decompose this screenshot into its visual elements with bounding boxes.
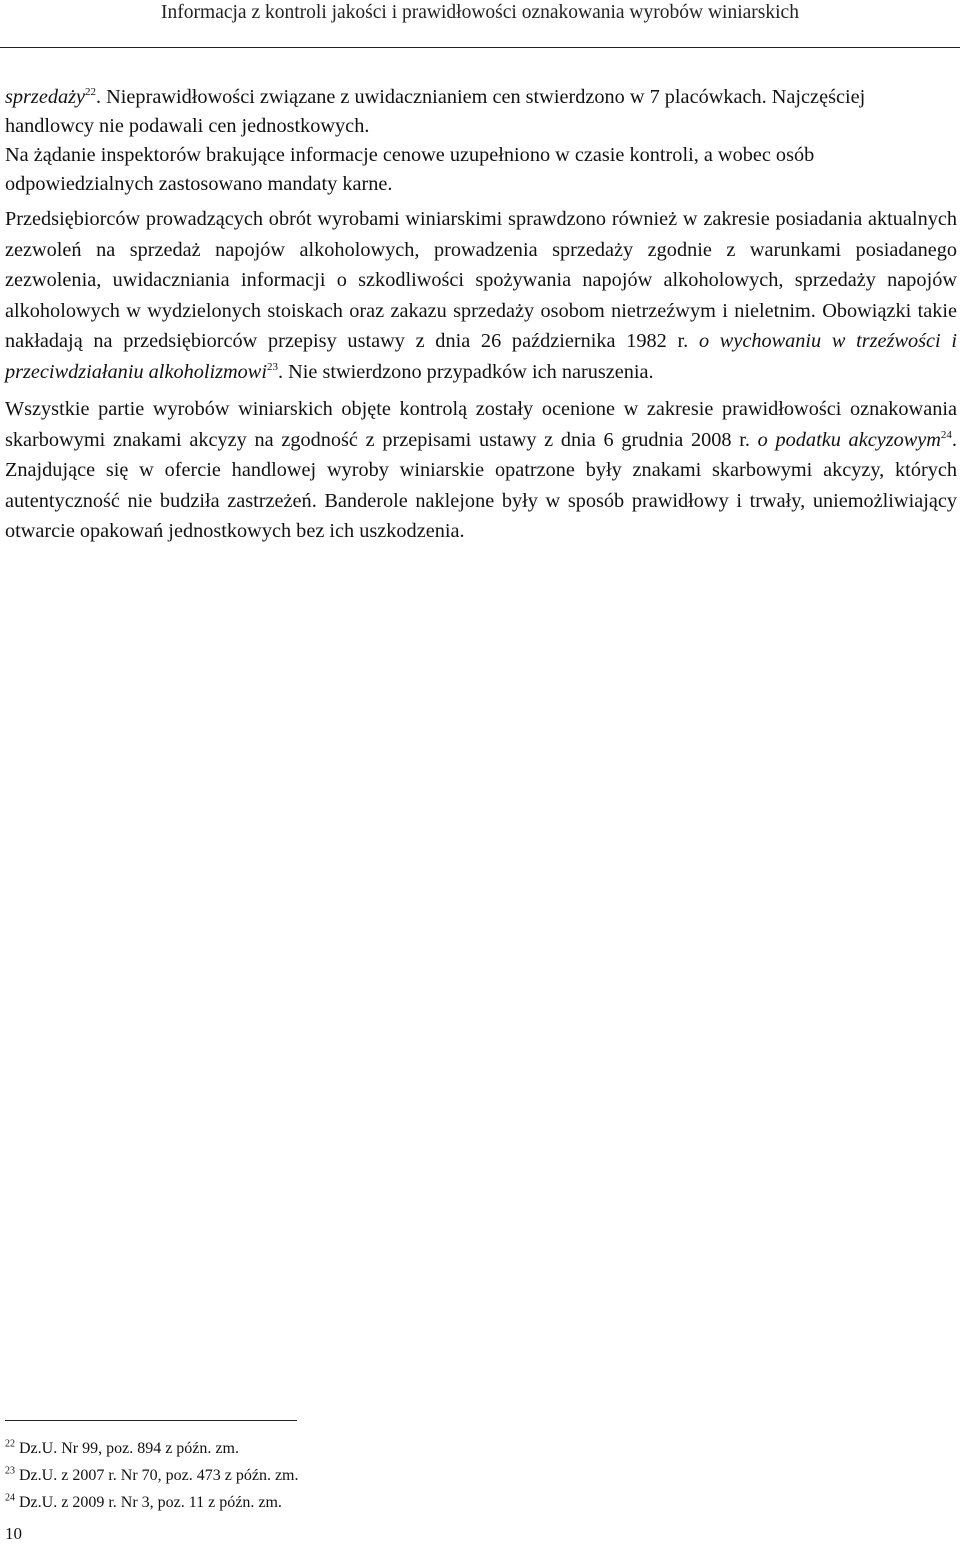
act-title-sobriety: o wychowaniu w trzeźwości i przeciwdziałaniu alkoholizmowi: [5, 330, 957, 383]
footnote-23: [5, 1462, 905, 1489]
act-title-excise: o podatku akcyzowym: [757, 428, 941, 451]
footnote-text: Dz.U. z 2009 r. Nr 3, poz. 11 z późn. zm.: [15, 1494, 282, 1511]
footnote-ref-23[interactable]: 23: [266, 360, 278, 373]
page-number: 10: [5, 1524, 22, 1543]
footnote-separator: [5, 1420, 297, 1421]
paragraph-excise: [5, 394, 957, 547]
paragraph-inspectors: [5, 141, 957, 199]
footnote-ref-22[interactable]: 22: [85, 86, 96, 99]
footnote-text: Dz.U. Nr 99, poz. 894 z późn. zm.: [15, 1440, 239, 1457]
footnote-number: 23: [5, 1465, 15, 1477]
footnote-number: 22: [5, 1438, 15, 1450]
page-header: [0, 0, 960, 48]
paragraph-excise-text-after: . Znajdujące się w ofercie handlowej wyroby winiarskie opatrzone były znakami skarbowymi akcyzy, których autentyczność nie budziła zastrzeżeń. Banderole naklejone były w sposób prawidłowy i trwały, uniemożliwiający otwarcie opakowań jednostkowych bez ich uszkodzenia.: [5, 428, 957, 542]
paragraph-permits-text-before: Przedsiębiorców prowadzących obrót wyrobami winiarskimi sprawdzono również w zakresie posiadania aktualnych zezwoleń na sprzedaż napojów alkoholowych, prowadzenia sprzedaży zgodnie z warunkami posiadanego zezwolenia, uwidaczniania informacji o szkodliwości spożywania napojów alkoholowych, sprzedaży napojów alkoholowych w wydzielonych stoiskach oraz zakazu sprzedaży osobom nietrzeźwym i nieletnim. Obowiązki takie nakładają na przedsiębiorców przepisy ustawy z dnia 26 października 1982 r.: [5, 208, 957, 352]
paragraph-permits-text-after: . Nie stwierdzono przypadków ich naruszenia.: [277, 360, 654, 383]
footnote-number: 24: [5, 1492, 15, 1504]
footnote-text: Dz.U. z 2007 r. Nr 70, poz. 473 z późn. zm.: [15, 1467, 299, 1484]
header-title: Informacja z kontroli jakości i prawidłowości oznakowania wyrobów winiarskich: [161, 2, 799, 23]
paragraph-prices-text: . Nieprawidłowości związane z uwidacznianiem cen stwierdzono w 7 placówkach. Najczęściej handlowcy nie podawali cen jednostkowych.: [5, 86, 866, 137]
paragraph-inspectors-text: Na żądanie inspektorów brakujące informacje cenowe uzupełniono w czasie kontroli, a wobec osób odpowiedzialnych zastosowano mandaty karne.: [5, 144, 815, 195]
paragraph-excise-text-before: Wszystkie partie wyrobów winiarskich objęte kontrolą zostały ocenione w zakresie prawidłowości oznakowania skarbowymi znakami akcyzy na zgodność z przepisami ustawy z dnia 6 grudnia 2008 r.: [5, 398, 957, 451]
footnote-ref-24[interactable]: 24: [940, 428, 952, 441]
footnote-24: [5, 1489, 905, 1516]
lead-italic-word: sprzedaży: [5, 86, 85, 108]
footnote-22: [5, 1435, 905, 1462]
footnotes: [5, 1435, 905, 1516]
paragraph-permits: [5, 204, 957, 387]
document-body: [5, 83, 957, 547]
paragraph-prices: [5, 83, 957, 141]
